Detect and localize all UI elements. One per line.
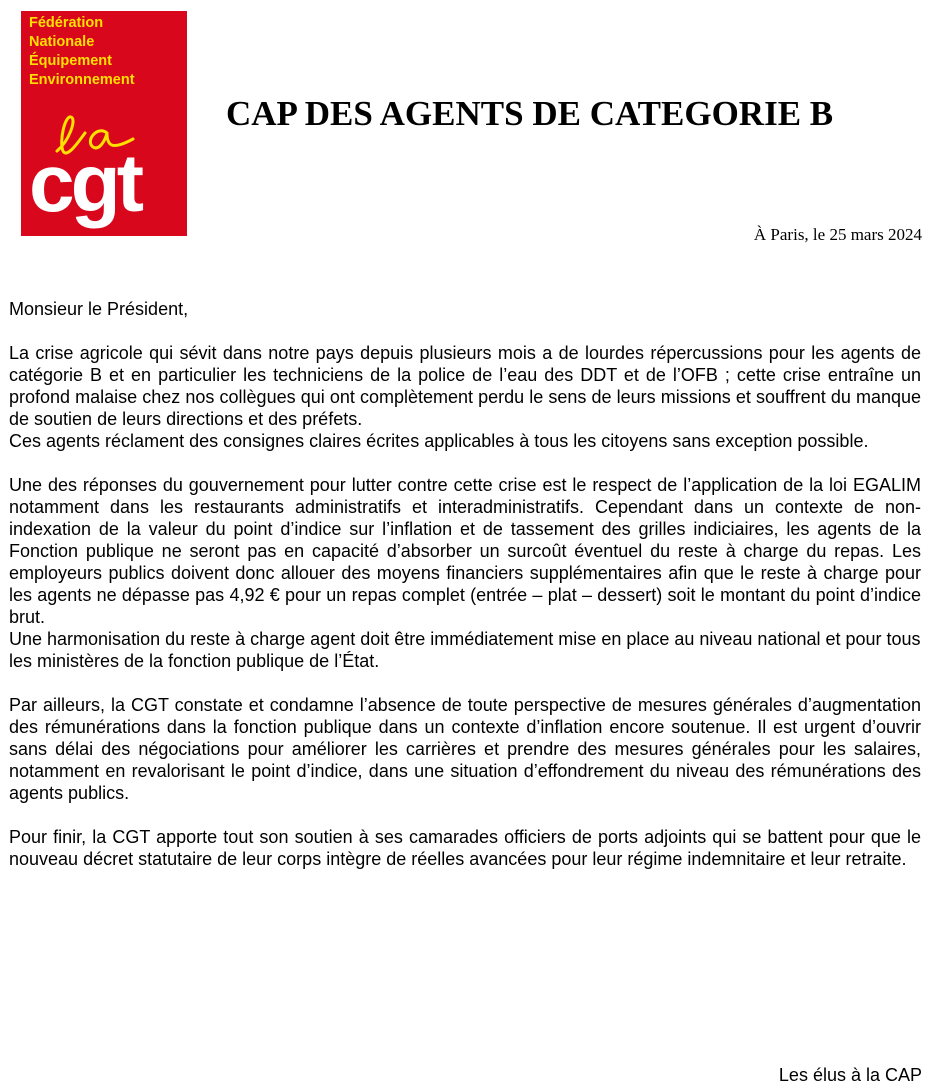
document-title: CAP DES AGENTS DE CATEGORIE B [226,94,834,133]
logo-org-line: Environnement [29,72,135,88]
logo-org-line: Nationale [29,34,95,50]
paragraph: Pour finir, la CGT apporte tout son soutien à ses camarades officiers de ports adjoints qui se battent pour que le nouveau décret statutaire de leur corps intègre de réelles avancées pour leur régime indemnitaire et leur retraite. [9,827,921,869]
logo-brand: cgt [29,138,140,229]
paragraph: Par ailleurs, la CGT constate et condamne l’absence de toute perspective de mesures générales d’augmentation des rémunérations dans la fonction publique dans un contexte d’inflation encore soutenue. Il est urgent d’ouvrir sans délai des négociations pour améliorer les carrières et prendre des mesures générales pour les salaires, notamment en revalorisant le point d’indice, dans une situation d’effondrement du niveau des rémunérations des agents publics. [9,695,921,803]
cgt-logo [21,11,187,236]
logo-org-line: Équipement [29,53,112,69]
paragraph-block [9,474,921,672]
paragraph: Ces agents réclament des consignes claires écrites applicables à tous les citoyens sans exception possible. [9,431,869,451]
salutation: Monsieur le Président, [9,299,189,319]
letter-body [9,298,921,892]
signature: Les élus à la CAP [778,1065,922,1085]
paragraph: La crise agricole qui sévit dans notre pays depuis plusieurs mois a de lourdes répercussions pour les agents de catégorie B et en particulier les techniciens de la police de l’eau des DDT et de l’OFB ; cette crise entraîne un profond malaise chez nos collègues qui ont complètement perdu le sens de leurs missions et souffrent du manque de soutien de leurs directions et des préfets. [9,343,921,429]
paragraph: Une des réponses du gouvernement pour lutter contre cette crise est le respect de l’application de la loi EGALIM notamment dans les restaurants administratifs et interadministratifs. Cependant dans un contexte de non-indexation de la valeur du point d’indice sur l’inflation et de tassement des grilles indiciaires, les agents de la Fonction publique ne seront pas en capacité d’absorber un surcoût éventuel du reste à charge du repas. Les employeurs publics doivent donc allouer des moyens financiers supplémentaires afin que le reste à charge pour les agents ne dépasse pas 4,92 € pour un repas complet (entrée – plat – dessert) soit le montant du point d’indice brut. [9,475,921,627]
date-line: À Paris, le 25 mars 2024 [753,225,922,244]
paragraph: Une harmonisation du reste à charge agent doit être immédiatement mise en place au niveau national et pour tous les ministères de la fonction publique de l’État. [9,629,921,671]
paragraph-block [9,342,921,452]
logo-org-line: Fédération [29,15,104,31]
